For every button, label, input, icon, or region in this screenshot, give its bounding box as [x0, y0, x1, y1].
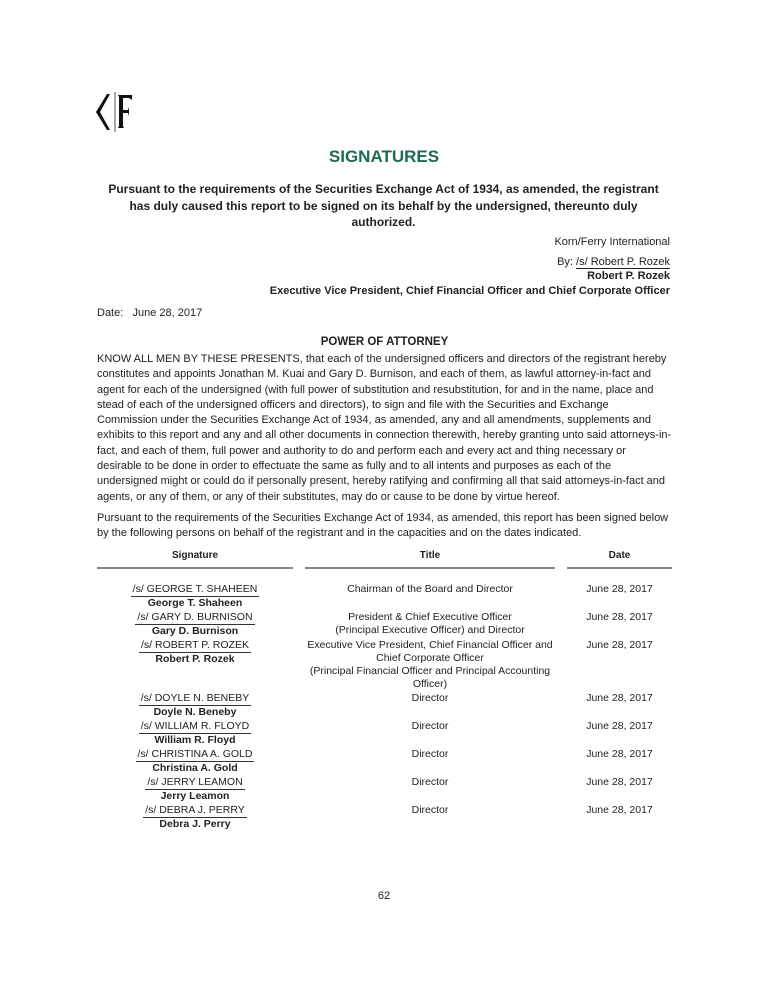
korn-ferry-logo [94, 92, 134, 132]
signature: /s/ GEORGE T. SHAHEEN [132, 582, 258, 595]
table-row [97, 776, 672, 803]
signature: /s/ WILLIAM R. FLOYD [140, 719, 250, 732]
table-header [97, 550, 672, 569]
date-cell: June 28, 2017 [586, 610, 653, 623]
signer-name: Christina A. Gold [152, 761, 238, 774]
company-name: Korn/Ferry International [554, 236, 670, 248]
by-line [557, 256, 670, 268]
title-cell: Executive Vice President, Chief Financial Officer and Chief Corporate Officer (Principal Financial Officer and Principal Accounting Officer) [307, 638, 553, 690]
date-cell: June 28, 2017 [586, 691, 653, 704]
signer-name: William R. Floyd [154, 733, 236, 746]
signer-name: Debra J. Perry [159, 817, 231, 830]
date-cell: June 28, 2017 [586, 582, 653, 595]
signature-cell [97, 639, 293, 691]
table-row [97, 639, 672, 691]
page-number: 62 [377, 890, 391, 902]
poa-heading: POWER OF ATTORNEY [320, 336, 449, 348]
signing-paragraph: Pursuant to the requirements of the Securities Exchange Act of 1934, as amended, this report has been signed below by the following persons on behalf of the registrant and in the capacities and on the dates indicated. [97, 511, 669, 540]
signature-cell [97, 776, 293, 803]
signer-title: Executive Vice President, Chief Financial Officer and Chief Corporate Officer [269, 285, 670, 297]
signature: /s/ CHRISTINA A. GOLD [137, 747, 253, 760]
header-title: Title [305, 550, 555, 569]
title-cell: Director [411, 691, 449, 704]
title-cell: Director [411, 719, 449, 732]
table-row [97, 692, 672, 719]
signer-name: Robert P. Rozek [587, 270, 670, 282]
table-row [97, 720, 672, 747]
signature: /s/ GARY D. BURNISON [137, 610, 253, 623]
signer-name: Gary D. Burnison [151, 624, 239, 637]
date-cell: June 28, 2017 [586, 719, 653, 732]
signer-name: George T. Shaheen [147, 596, 243, 609]
poa-paragraph: KNOW ALL MEN BY THESE PRESENTS, that each of the undersigned officers and directors of the registrant hereby constitutes and appoints Jonathan M. Kuai and Gary D. Burnison, and each of them, as lawful attorney-in-fact and agent for each of the undersigned (with full power of substitution and resubstitution, for and in the name, place and stead of each of the undersigned officers and directors), to sign and file with the Securities and Exchange Commission under the Securities Exchange Act of 1934, as amended, any and all amendments, supplements and exhibits to this report and any and all other documents in connection therewith, hereby granting unto said attorneys-in-fact, and each of them, full power and authority to do and perform each and every act and thing necessary or desirable to be done in order to effectuate the same as fully and to all intents and purposes as each of the undersigned might or could do if personally present, hereby ratifying and confirming all that said attorneys-in-fact and agents, or any of them, or any of their substitutes, may do or cause to be done by virtue hereof. [97, 353, 672, 503]
signature-cell [97, 692, 293, 719]
page-title: SIGNATURES [328, 147, 440, 166]
date-cell: June 28, 2017 [586, 803, 653, 816]
table-row [97, 611, 672, 638]
date-cell: June 28, 2017 [586, 638, 653, 651]
date-line: Date: June 28, 2017 [97, 307, 203, 319]
title-cell: Director [411, 747, 449, 760]
title-cell: Chairman of the Board and Director [347, 582, 513, 595]
header-signature: Signature [97, 550, 293, 569]
table-row [97, 804, 672, 831]
poa-section [97, 336, 672, 832]
signature: /s/ ROBERT P. ROZEK [141, 638, 249, 651]
signature-table [97, 583, 672, 831]
signer-name: Robert P. Rozek [155, 652, 235, 665]
signature-cell [97, 804, 293, 831]
signature: /s/ JERRY LEAMON [147, 775, 243, 788]
signature: /s/ DEBRA J. PERRY [145, 803, 245, 816]
intro-statement: Pursuant to the requirements of the Securities Exchange Act of 1934, as amended, the registrant has duly caused this report to be signed on its behalf by the undersigned, thereunto duly authorized. [108, 182, 659, 229]
signature-cell [97, 583, 293, 610]
by-label: By: [557, 256, 573, 268]
signature-cell [97, 748, 293, 775]
header-date: Date [567, 550, 672, 569]
signer-name: Jerry Leamon [160, 789, 230, 802]
date-cell: June 28, 2017 [586, 747, 653, 760]
signature-cell [97, 611, 293, 638]
table-row [97, 583, 672, 610]
title-cell: President & Chief Executive Officer (Principal Executive Officer) and Director [335, 610, 525, 636]
signer-name: Doyle N. Beneby [153, 705, 237, 718]
by-signature: /s/ Robert P. Rozek [576, 256, 670, 268]
signature-cell [97, 720, 293, 747]
table-row [97, 748, 672, 775]
signature: /s/ DOYLE N. BENEBY [140, 691, 250, 704]
date-cell: June 28, 2017 [586, 775, 653, 788]
title-cell: Director [411, 803, 449, 816]
title-cell: Director [411, 775, 449, 788]
